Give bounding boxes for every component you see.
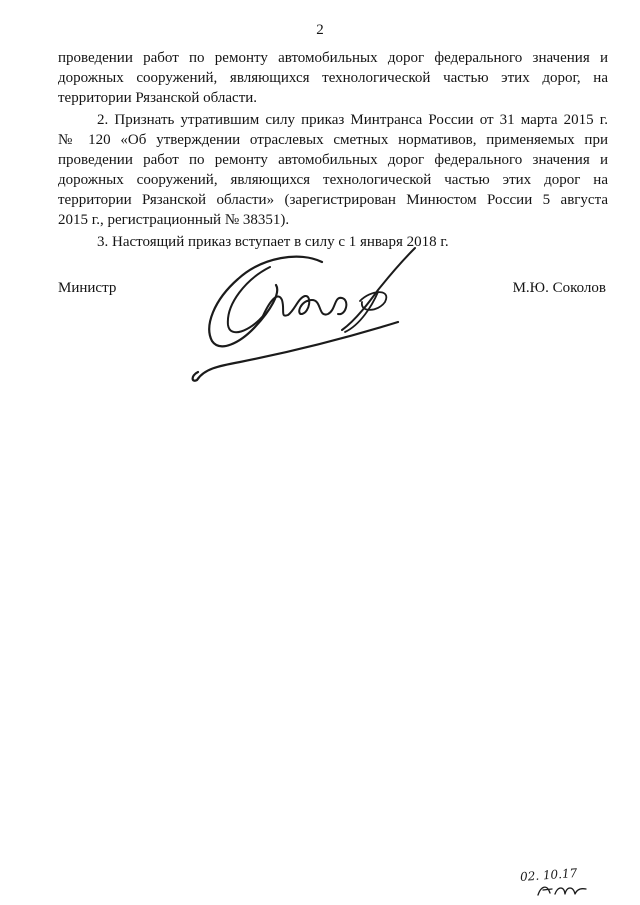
text-line: дорожных сооружений, являющихся технологической частью этих дорог, на — [58, 70, 608, 86]
text-line: территории Рязанской области» (зарегистрирован Минюстом России 5 августа — [58, 192, 608, 208]
text-line: проведении работ по ремонту автомобильных дорог федерального значения и — [58, 50, 608, 66]
text-line: 2015 г., регистрационный № 38351). — [58, 212, 290, 228]
page-number: 2 — [316, 22, 324, 38]
text-line: дорожных сооружений, являющихся технологической частью этих дорог на — [58, 172, 608, 188]
signatory-title: Министр — [58, 280, 117, 296]
text-line: 2. Признать утратившим силу приказ Минтранса России от 31 марта 2015 г. — [97, 112, 608, 128]
text-line: проведении работ по ремонту автомобильных дорог федерального значения и — [58, 152, 608, 168]
text-line: 3. Настоящий приказ вступает в силу с 1 января 2018 г. — [97, 234, 449, 250]
signatory-name: М.Ю. Соколов — [512, 280, 606, 296]
handwritten-date: 02. 10.17 — [519, 866, 578, 884]
text-line: территории Рязанской области. — [58, 90, 258, 106]
text-line: № 120 «Об утверждении отраслевых сметных нормативов, применяемых при — [58, 132, 608, 148]
